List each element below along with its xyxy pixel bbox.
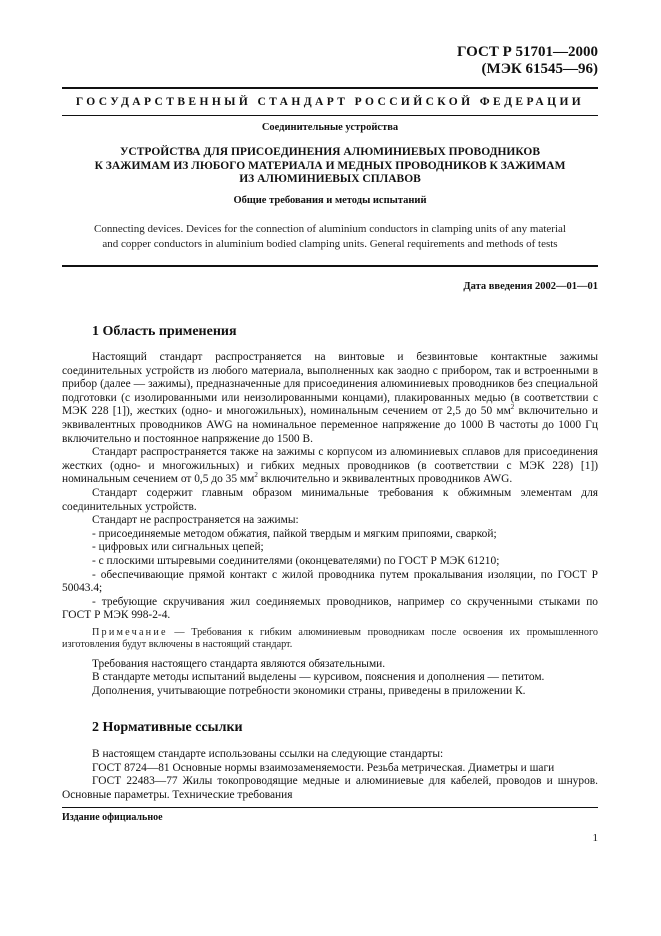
paragraph: Дополнения, учитывающие потребности экономики страны, приведены в приложении К.: [92, 685, 526, 698]
superscript: 2: [510, 403, 515, 412]
paragraph-text: Настоящий стандарт распространяется на винтовые и безвинтовые контактные зажимы соединительных устройств из любого материала, выполненных как заодно с прибором, так и встроенными в прибор (далее — зажимы), предназначенные для присоединения алюминиевых проводников без специальной подготовки (с изолированными или неизолированными концами), плакированных медью (в соответствии с МЭК 228 [1]), жестких (одно- и многожильных), номинальным сечением от 2,5 до 50 мм: [62, 351, 598, 418]
superscript: 2: [254, 471, 258, 480]
paragraph: [62, 446, 598, 487]
header-rule: [62, 115, 598, 116]
section-references-body: [62, 748, 598, 802]
paragraph-text: Стандарт распространяется также на зажимы с корпусом из алюминиевых сплавов для присоединения жестких (одно- и многожильных) и гибких медных проводников (в соответствии с МЭК 228) [1]) номинальным сечением от 0,5 до 35 мм: [62, 446, 598, 486]
list-item: - требующие скручивания жил соединяемых проводников, например со скрученными стыками по ГОСТ Р МЭК 998-2-4.: [62, 595, 598, 622]
list-item: - с плоскими штыревыми соединителями (оконцевателями) по ГОСТ Р МЭК 61210;: [92, 554, 500, 567]
standard-code-iec: (МЭК 61545—96): [481, 61, 598, 77]
document-subtitle: Общие требования и методы испытаний: [233, 195, 427, 206]
paragraph: Стандарт не распространяется на зажимы:: [92, 514, 299, 527]
paragraph: Требования настоящего стандарта являются обязательными.: [92, 657, 386, 670]
title-line: УСТРОЙСТВА ДЛЯ ПРИСОЕДИНЕНИЯ АЛЮМИНИЕВЫХ ПРОВОДНИКОВ: [119, 146, 541, 158]
introduction-date: Дата введения 2002—01—01: [463, 281, 598, 292]
english-title-line: and copper conductors in aluminium bodied clamping units. General requirements and methods of tests: [102, 237, 558, 250]
footer-rule: [62, 807, 598, 808]
list-item: - цифровых или сигнальных цепей;: [92, 541, 264, 554]
reference-item: ГОСТ 8724—81 Основные нормы взаимозаменяемости. Резьба метрическая. Диаметры и шаги: [92, 761, 555, 774]
page-number: 1: [592, 832, 598, 844]
note: [62, 627, 598, 652]
paragraph: [62, 351, 598, 446]
english-title-line: Connecting devices. Devices for the connection of aluminium conductors in clamping units of any material: [94, 223, 566, 235]
list-item: - присоединяемые методом обжатия, пайкой твердым и мягким припоями, сваркой;: [92, 527, 497, 540]
category-label: Соединительные устройства: [261, 122, 399, 133]
section-heading-references: 2 Нормативные ссылки: [92, 720, 243, 735]
note-label: Примечание: [92, 626, 168, 638]
paragraph: В настоящем стандарте использованы ссылки на следующие стандарты:: [92, 748, 444, 760]
paragraph-text: включительно и эквивалентных проводников AWG.: [257, 473, 513, 486]
paragraph: Стандарт содержит главным образом минимальные требования к обжимным элементам для соединительных устройств.: [62, 486, 598, 513]
document-title: [62, 146, 598, 187]
official-edition-label: Издание официальное: [62, 812, 163, 823]
section-heading-scope: 1 Область применения: [92, 324, 237, 339]
english-title: [62, 222, 598, 251]
title-line: К ЗАЖИМАМ ИЗ ЛЮБОГО МАТЕРИАЛА И МЕДНЫХ ПРОВОДНИКОВ К ЗАЖИМАМ: [94, 159, 566, 172]
state-standard-heading: ГОСУДАРСТВЕННЫЙ СТАНДАРТ РОССИЙСКОЙ ФЕДЕРАЦИИ: [75, 96, 585, 108]
reference-item: ГОСТ 22483—77 Жилы токопроводящие медные и алюминиевые для кабелей, проводов и шнуров. Основные параметры. Технические требования: [62, 775, 598, 801]
paragraph-text: включительно и эквивалентных проводников AWG на номинальное переменное напряжение до 1000 В частоты до 1000 Гц включительно и постоянное напряжение до 1500 В.: [62, 405, 598, 445]
paragraph: В стандарте методы испытаний выделены — курсивом, пояснения и дополнения — петитом.: [92, 671, 545, 684]
list-item: - обеспечивающие прямой контакт с жилой проводника путем прокалывания изоляции, по ГОСТ Р 50043.4;: [62, 568, 598, 595]
title-rule: [62, 265, 598, 267]
top-rule: [62, 87, 598, 89]
note-text: — Требования к гибким алюминиевым проводникам после освоения их промышленного изготовления будут включены в настоящий стандарт.: [62, 626, 598, 651]
standard-code: [457, 44, 598, 78]
section-scope-body: [62, 351, 598, 699]
title-line: ИЗ АЛЮМИНИЕВЫХ СПЛАВОВ: [239, 173, 421, 185]
standard-code-gost: ГОСТ Р 51701—2000: [456, 44, 598, 60]
